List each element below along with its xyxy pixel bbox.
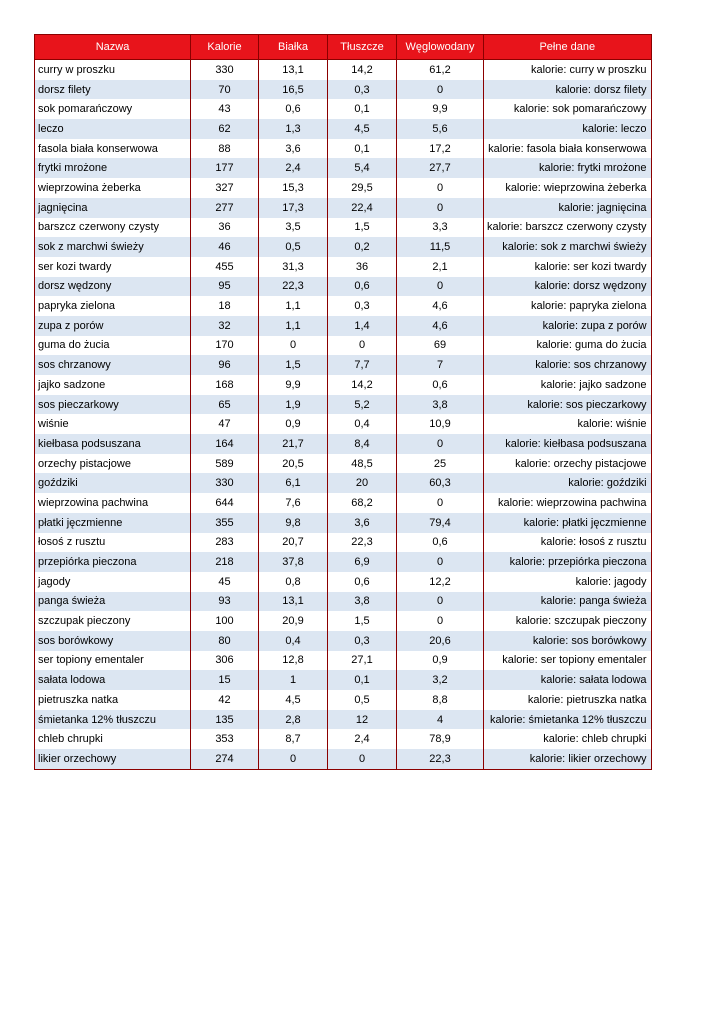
cell-bialka: 3,5 [259, 218, 328, 238]
nutrition-table [34, 34, 652, 770]
cell-nazwa: jagody [35, 572, 191, 592]
cell-nazwa: kiełbasa podsuszana [35, 434, 191, 454]
cell-bialka: 17,3 [259, 198, 328, 218]
cell-weglowodany: 0 [397, 611, 484, 631]
table-row [35, 237, 652, 257]
cell-bialka: 31,3 [259, 257, 328, 277]
table-row [35, 552, 652, 572]
table-row [35, 395, 652, 415]
cell-bialka: 8,7 [259, 729, 328, 749]
cell-kalorie: 353 [191, 729, 259, 749]
cell-bialka: 0 [259, 749, 328, 769]
table-body [35, 60, 652, 770]
cell-bialka: 21,7 [259, 434, 328, 454]
cell-kalorie: 218 [191, 552, 259, 572]
cell-kalorie: 43 [191, 99, 259, 119]
cell-bialka: 9,8 [259, 513, 328, 533]
cell-weglowodany: 78,9 [397, 729, 484, 749]
table-row [35, 729, 652, 749]
cell-kalorie: 15 [191, 670, 259, 690]
cell-bialka: 7,6 [259, 493, 328, 513]
cell-nazwa: zupa z porów [35, 316, 191, 336]
cell-tluszcze: 7,7 [328, 355, 397, 375]
cell-bialka: 6,1 [259, 473, 328, 493]
table-row [35, 316, 652, 336]
table-row [35, 670, 652, 690]
table-row [35, 414, 652, 434]
cell-pelne-dane: kalorie: curry w proszku [484, 60, 652, 80]
cell-nazwa: wiśnie [35, 414, 191, 434]
cell-kalorie: 455 [191, 257, 259, 277]
table-row [35, 631, 652, 651]
cell-bialka: 13,1 [259, 592, 328, 612]
cell-tluszcze: 0,5 [328, 690, 397, 710]
cell-bialka: 12,8 [259, 651, 328, 671]
cell-weglowodany: 10,9 [397, 414, 484, 434]
cell-weglowodany: 25 [397, 454, 484, 474]
cell-pelne-dane: kalorie: panga świeża [484, 592, 652, 612]
cell-kalorie: 100 [191, 611, 259, 631]
cell-pelne-dane: kalorie: likier orzechowy [484, 749, 652, 769]
cell-bialka: 1,3 [259, 119, 328, 139]
cell-bialka: 15,3 [259, 178, 328, 198]
cell-bialka: 16,5 [259, 80, 328, 100]
cell-pelne-dane: kalorie: wieprzowina pachwina [484, 493, 652, 513]
cell-bialka: 1 [259, 670, 328, 690]
cell-nazwa: panga świeża [35, 592, 191, 612]
cell-bialka: 20,7 [259, 533, 328, 553]
cell-pelne-dane: kalorie: ser topiony ementaler [484, 651, 652, 671]
table-row [35, 454, 652, 474]
cell-weglowodany: 0 [397, 178, 484, 198]
cell-tluszcze: 14,2 [328, 60, 397, 80]
cell-bialka: 1,1 [259, 316, 328, 336]
cell-pelne-dane: kalorie: przepiórka pieczona [484, 552, 652, 572]
cell-weglowodany: 0,6 [397, 375, 484, 395]
cell-weglowodany: 27,7 [397, 158, 484, 178]
cell-nazwa: wieprzowina pachwina [35, 493, 191, 513]
cell-weglowodany: 12,2 [397, 572, 484, 592]
cell-tluszcze: 4,5 [328, 119, 397, 139]
cell-tluszcze: 48,5 [328, 454, 397, 474]
cell-tluszcze: 5,2 [328, 395, 397, 415]
cell-nazwa: płatki jęczmienne [35, 513, 191, 533]
cell-weglowodany: 60,3 [397, 473, 484, 493]
cell-tluszcze: 0,4 [328, 414, 397, 434]
cell-weglowodany: 0 [397, 277, 484, 297]
cell-tluszcze: 0,1 [328, 670, 397, 690]
cell-kalorie: 274 [191, 749, 259, 769]
cell-nazwa: łosoś z rusztu [35, 533, 191, 553]
cell-kalorie: 135 [191, 710, 259, 730]
table-row [35, 493, 652, 513]
cell-weglowodany: 4,6 [397, 296, 484, 316]
cell-weglowodany: 4 [397, 710, 484, 730]
table-row [35, 375, 652, 395]
cell-nazwa: guma do żucia [35, 336, 191, 356]
header-row [35, 35, 652, 60]
cell-tluszcze: 36 [328, 257, 397, 277]
cell-weglowodany: 17,2 [397, 139, 484, 159]
cell-weglowodany: 0,6 [397, 533, 484, 553]
cell-kalorie: 283 [191, 533, 259, 553]
cell-tluszcze: 8,4 [328, 434, 397, 454]
cell-kalorie: 88 [191, 139, 259, 159]
cell-tluszcze: 0,1 [328, 99, 397, 119]
cell-pelne-dane: kalorie: sos borówkowy [484, 631, 652, 651]
cell-nazwa: sos pieczarkowy [35, 395, 191, 415]
cell-bialka: 0 [259, 336, 328, 356]
cell-weglowodany: 0 [397, 198, 484, 218]
cell-bialka: 37,8 [259, 552, 328, 572]
cell-kalorie: 306 [191, 651, 259, 671]
cell-kalorie: 277 [191, 198, 259, 218]
cell-kalorie: 93 [191, 592, 259, 612]
cell-bialka: 2,8 [259, 710, 328, 730]
cell-tluszcze: 1,5 [328, 218, 397, 238]
cell-pelne-dane: kalorie: łosoś z rusztu [484, 533, 652, 553]
cell-bialka: 0,5 [259, 237, 328, 257]
table-row [35, 572, 652, 592]
cell-tluszcze: 0,3 [328, 631, 397, 651]
cell-pelne-dane: kalorie: sos pieczarkowy [484, 395, 652, 415]
cell-nazwa: dorsz wędzony [35, 277, 191, 297]
cell-bialka: 4,5 [259, 690, 328, 710]
cell-tluszcze: 2,4 [328, 729, 397, 749]
table-row [35, 611, 652, 631]
cell-tluszcze: 12 [328, 710, 397, 730]
cell-weglowodany: 0 [397, 493, 484, 513]
cell-weglowodany: 3,8 [397, 395, 484, 415]
cell-bialka: 0,8 [259, 572, 328, 592]
cell-nazwa: leczo [35, 119, 191, 139]
cell-weglowodany: 20,6 [397, 631, 484, 651]
cell-bialka: 0,9 [259, 414, 328, 434]
cell-weglowodany: 3,3 [397, 218, 484, 238]
cell-pelne-dane: kalorie: ser kozi twardy [484, 257, 652, 277]
cell-pelne-dane: kalorie: sałata lodowa [484, 670, 652, 690]
cell-weglowodany: 5,6 [397, 119, 484, 139]
cell-weglowodany: 3,2 [397, 670, 484, 690]
cell-tluszcze: 0,6 [328, 277, 397, 297]
header-pelne-dane: Pełne dane [484, 35, 652, 60]
cell-weglowodany: 11,5 [397, 237, 484, 257]
cell-bialka: 9,9 [259, 375, 328, 395]
cell-pelne-dane: kalorie: frytki mrożone [484, 158, 652, 178]
cell-kalorie: 18 [191, 296, 259, 316]
cell-bialka: 20,5 [259, 454, 328, 474]
table-row [35, 336, 652, 356]
cell-tluszcze: 1,5 [328, 611, 397, 631]
cell-nazwa: fasola biała konserwowa [35, 139, 191, 159]
cell-kalorie: 36 [191, 218, 259, 238]
cell-tluszcze: 3,6 [328, 513, 397, 533]
cell-nazwa: frytki mrożone [35, 158, 191, 178]
cell-kalorie: 164 [191, 434, 259, 454]
header-tluszcze: Tłuszcze [328, 35, 397, 60]
cell-pelne-dane: kalorie: sok pomarańczowy [484, 99, 652, 119]
table-row [35, 80, 652, 100]
cell-nazwa: papryka zielona [35, 296, 191, 316]
cell-kalorie: 70 [191, 80, 259, 100]
cell-weglowodany: 0 [397, 434, 484, 454]
cell-nazwa: wieprzowina żeberka [35, 178, 191, 198]
cell-nazwa: jagnięcina [35, 198, 191, 218]
cell-kalorie: 80 [191, 631, 259, 651]
cell-pelne-dane: kalorie: wieprzowina żeberka [484, 178, 652, 198]
cell-kalorie: 644 [191, 493, 259, 513]
cell-kalorie: 330 [191, 473, 259, 493]
cell-nazwa: goździki [35, 473, 191, 493]
cell-kalorie: 327 [191, 178, 259, 198]
table-row [35, 198, 652, 218]
table-row [35, 277, 652, 297]
cell-kalorie: 170 [191, 336, 259, 356]
header-bialka: Białka [259, 35, 328, 60]
cell-tluszcze: 6,9 [328, 552, 397, 572]
table-row [35, 355, 652, 375]
cell-tluszcze: 0,1 [328, 139, 397, 159]
cell-tluszcze: 3,8 [328, 592, 397, 612]
cell-pelne-dane: kalorie: jajko sadzone [484, 375, 652, 395]
cell-nazwa: śmietanka 12% tłuszczu [35, 710, 191, 730]
table-row [35, 218, 652, 238]
cell-kalorie: 96 [191, 355, 259, 375]
cell-nazwa: orzechy pistacjowe [35, 454, 191, 474]
cell-weglowodany: 2,1 [397, 257, 484, 277]
cell-kalorie: 45 [191, 572, 259, 592]
cell-kalorie: 95 [191, 277, 259, 297]
cell-weglowodany: 0 [397, 552, 484, 572]
cell-nazwa: przepiórka pieczona [35, 552, 191, 572]
cell-pelne-dane: kalorie: wiśnie [484, 414, 652, 434]
table-row [35, 257, 652, 277]
cell-nazwa: chleb chrupki [35, 729, 191, 749]
header-weglowodany: Węglowodany [397, 35, 484, 60]
cell-weglowodany: 7 [397, 355, 484, 375]
cell-weglowodany: 22,3 [397, 749, 484, 769]
cell-pelne-dane: kalorie: barszcz czerwony czysty [484, 218, 652, 238]
cell-pelne-dane: kalorie: orzechy pistacjowe [484, 454, 652, 474]
cell-kalorie: 42 [191, 690, 259, 710]
cell-weglowodany: 61,2 [397, 60, 484, 80]
cell-pelne-dane: kalorie: płatki jęczmienne [484, 513, 652, 533]
table-row [35, 690, 652, 710]
table-row [35, 533, 652, 553]
cell-bialka: 22,3 [259, 277, 328, 297]
header-nazwa: Nazwa [35, 35, 191, 60]
cell-tluszcze: 0,2 [328, 237, 397, 257]
cell-nazwa: curry w proszku [35, 60, 191, 80]
cell-pelne-dane: kalorie: fasola biała konserwowa [484, 139, 652, 159]
cell-bialka: 0,6 [259, 99, 328, 119]
cell-pelne-dane: kalorie: pietruszka natka [484, 690, 652, 710]
cell-pelne-dane: kalorie: chleb chrupki [484, 729, 652, 749]
table-row [35, 473, 652, 493]
cell-kalorie: 168 [191, 375, 259, 395]
cell-kalorie: 589 [191, 454, 259, 474]
cell-bialka: 1,5 [259, 355, 328, 375]
table-row [35, 178, 652, 198]
cell-pelne-dane: kalorie: dorsz filety [484, 80, 652, 100]
cell-tluszcze: 14,2 [328, 375, 397, 395]
cell-bialka: 1,1 [259, 296, 328, 316]
cell-tluszcze: 22,3 [328, 533, 397, 553]
cell-bialka: 20,9 [259, 611, 328, 631]
cell-tluszcze: 0 [328, 749, 397, 769]
cell-weglowodany: 69 [397, 336, 484, 356]
cell-tluszcze: 0,3 [328, 80, 397, 100]
cell-pelne-dane: kalorie: jagody [484, 572, 652, 592]
cell-nazwa: pietruszka natka [35, 690, 191, 710]
cell-tluszcze: 29,5 [328, 178, 397, 198]
cell-kalorie: 330 [191, 60, 259, 80]
cell-weglowodany: 0 [397, 592, 484, 612]
cell-weglowodany: 9,9 [397, 99, 484, 119]
cell-nazwa: sos chrzanowy [35, 355, 191, 375]
cell-tluszcze: 5,4 [328, 158, 397, 178]
cell-tluszcze: 0,3 [328, 296, 397, 316]
cell-tluszcze: 20 [328, 473, 397, 493]
cell-weglowodany: 4,6 [397, 316, 484, 336]
table-row [35, 158, 652, 178]
table-row [35, 119, 652, 139]
cell-nazwa: szczupak pieczony [35, 611, 191, 631]
cell-bialka: 13,1 [259, 60, 328, 80]
cell-bialka: 3,6 [259, 139, 328, 159]
cell-pelne-dane: kalorie: zupa z porów [484, 316, 652, 336]
cell-tluszcze: 27,1 [328, 651, 397, 671]
table-row [35, 710, 652, 730]
cell-pelne-dane: kalorie: sos chrzanowy [484, 355, 652, 375]
cell-weglowodany: 8,8 [397, 690, 484, 710]
cell-pelne-dane: kalorie: szczupak pieczony [484, 611, 652, 631]
cell-pelne-dane: kalorie: jagnięcina [484, 198, 652, 218]
cell-kalorie: 355 [191, 513, 259, 533]
cell-pelne-dane: kalorie: papryka zielona [484, 296, 652, 316]
cell-pelne-dane: kalorie: guma do żucia [484, 336, 652, 356]
table-row [35, 651, 652, 671]
cell-kalorie: 62 [191, 119, 259, 139]
cell-nazwa: ser kozi twardy [35, 257, 191, 277]
table-row [35, 434, 652, 454]
cell-nazwa: sok z marchwi świeży [35, 237, 191, 257]
cell-bialka: 0,4 [259, 631, 328, 651]
header-kalorie: Kalorie [191, 35, 259, 60]
table-row [35, 513, 652, 533]
table-header [35, 35, 652, 60]
cell-pelne-dane: kalorie: dorsz wędzony [484, 277, 652, 297]
cell-weglowodany: 79,4 [397, 513, 484, 533]
table-row [35, 296, 652, 316]
cell-tluszcze: 68,2 [328, 493, 397, 513]
cell-tluszcze: 0,6 [328, 572, 397, 592]
table-row [35, 139, 652, 159]
cell-nazwa: sos borówkowy [35, 631, 191, 651]
cell-tluszcze: 1,4 [328, 316, 397, 336]
cell-nazwa: ser topiony ementaler [35, 651, 191, 671]
table-row [35, 749, 652, 769]
cell-pelne-dane: kalorie: śmietanka 12% tłuszczu [484, 710, 652, 730]
cell-kalorie: 32 [191, 316, 259, 336]
cell-weglowodany: 0,9 [397, 651, 484, 671]
cell-bialka: 1,9 [259, 395, 328, 415]
table-row [35, 99, 652, 119]
table-row [35, 592, 652, 612]
cell-pelne-dane: kalorie: sok z marchwi świeży [484, 237, 652, 257]
cell-kalorie: 65 [191, 395, 259, 415]
cell-tluszcze: 22,4 [328, 198, 397, 218]
cell-nazwa: sałata lodowa [35, 670, 191, 690]
cell-tluszcze: 0 [328, 336, 397, 356]
cell-kalorie: 47 [191, 414, 259, 434]
cell-pelne-dane: kalorie: goździki [484, 473, 652, 493]
cell-nazwa: barszcz czerwony czysty [35, 218, 191, 238]
cell-weglowodany: 0 [397, 80, 484, 100]
cell-nazwa: dorsz filety [35, 80, 191, 100]
cell-pelne-dane: kalorie: leczo [484, 119, 652, 139]
cell-kalorie: 46 [191, 237, 259, 257]
cell-nazwa: sok pomarańczowy [35, 99, 191, 119]
cell-nazwa: jajko sadzone [35, 375, 191, 395]
cell-bialka: 2,4 [259, 158, 328, 178]
table-row [35, 60, 652, 80]
cell-pelne-dane: kalorie: kiełbasa podsuszana [484, 434, 652, 454]
cell-nazwa: likier orzechowy [35, 749, 191, 769]
cell-kalorie: 177 [191, 158, 259, 178]
